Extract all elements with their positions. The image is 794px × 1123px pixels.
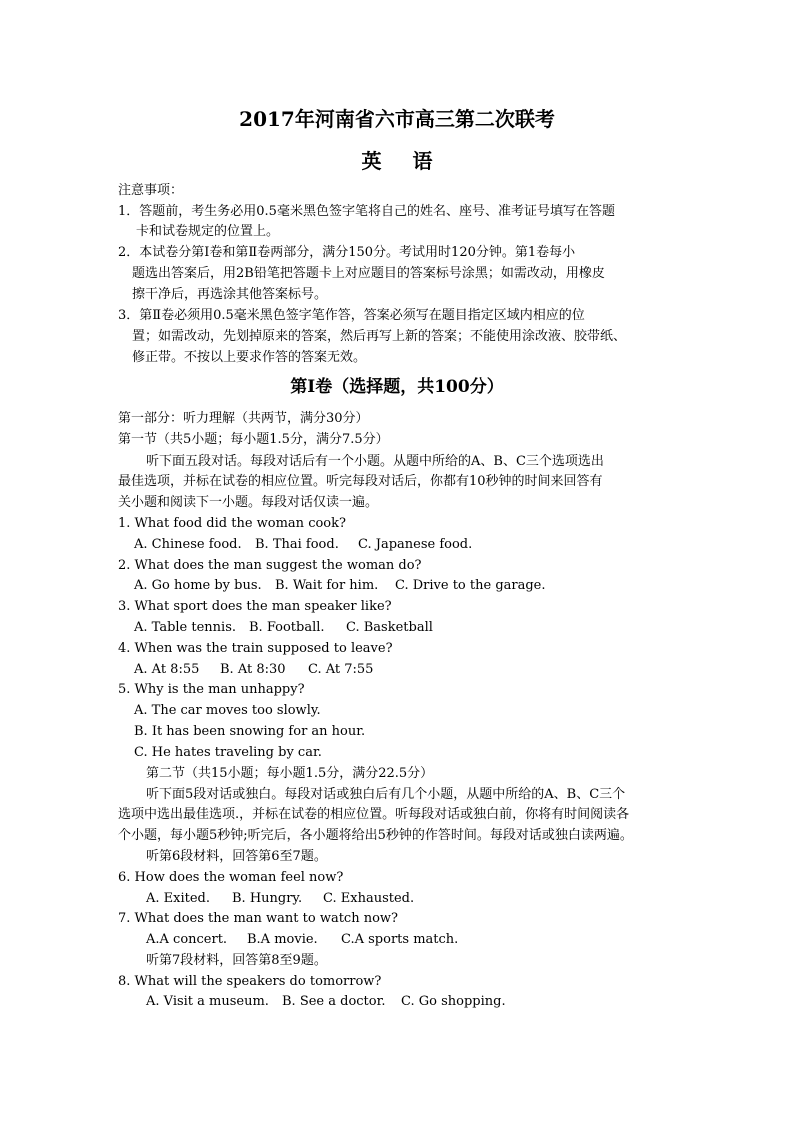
option-a: A. Visit a museum. <box>146 994 269 1009</box>
notes-line: 1．答题前，考生务必用0.5毫米黑色签字笔将自己的姓名、座号、准考证号填写在答题 <box>118 204 615 219</box>
question-6: 6. How does the woman feel now? <box>118 870 344 885</box>
option-a: A. Table tennis. <box>134 620 236 635</box>
exam-subject: 英 语 <box>361 149 445 173</box>
option-c: C. Drive to the garage. <box>395 578 546 593</box>
question-8: 8. What will the speakers do tomorrow? <box>118 974 382 989</box>
option-b: B. See a doctor. <box>282 994 386 1009</box>
question-1: 1. What food did the woman cook? <box>118 516 346 531</box>
option-c: C.A sports match. <box>341 932 459 947</box>
option-a: A.A concert. <box>146 932 228 947</box>
part-heading: 第一部分：听力理解（共两节，满分30分） <box>118 411 369 426</box>
instruction-line: 听下面5段对话或独白。每段对话或独白后有几个小题，从题中所给的A、B、C三个 <box>146 787 626 802</box>
option-b: B. Hungry. <box>232 891 303 906</box>
option-a: A. At 8:55 <box>134 662 200 677</box>
question-2: 2. What does the man suggest the woman do? <box>118 558 422 573</box>
option-c: C. Basketball <box>346 620 433 635</box>
subsection-heading: 第一节（共5小题；每小题1.5分，满分7.5分） <box>118 432 389 447</box>
material-note: 听第7段材料，回答第8至9题。 <box>146 953 327 968</box>
option-b: B. Football. <box>249 620 325 635</box>
option-b: B. Thai food. <box>255 537 339 552</box>
instruction-line: 选项中选出最佳选项.，并标在试卷的相应位置。听每段对话或独白前，你将有时间阅读各 <box>118 807 630 822</box>
option-a: A. The car moves too slowly. <box>134 703 321 718</box>
option-b: B. It has been snowing for an hour. <box>134 724 366 739</box>
option-c: C. Exhausted. <box>323 891 415 906</box>
notes-line: 题选出答案后，用2B铅笔把答题卡上对应题目的答案标号涂黑；如需改动，用橡皮 <box>132 266 605 281</box>
option-c: C. Go shopping. <box>401 994 506 1009</box>
instruction-line: 听下面五段对话。每段对话后有一个小题。从题中所给的A、B、C三个选项选出 <box>146 454 604 469</box>
option-c: C. At 7:55 <box>308 662 374 677</box>
notes-line: 擦干净后，再选涂其他答案标号。 <box>132 287 328 302</box>
instruction-line: 最佳选项，并标在试卷的相应位置。听完每段对话后，你都有10秒钟的时间来回答有 <box>118 474 603 489</box>
notes-line: 2．本试卷分第Ⅰ卷和第Ⅱ卷两部分，满分150分。考试用时120分钟。第1卷每小 <box>118 245 576 260</box>
question-5: 5. Why is the man unhappy? <box>118 682 305 697</box>
instruction-line: 个小题，每小题5秒钟;听完后，各小题将给出5秒钟的作答时间。每段对话或独白读两遍。 <box>118 828 633 843</box>
notes-line: 置；如需改动，先划掉原来的答案，然后再写上新的答案；不能使用涂改液、胶带纸、 <box>132 329 627 344</box>
notes-line: 修正带。不按以上要求作答的答案无效。 <box>132 350 367 365</box>
section-title: 第Ⅰ卷（选择题，共100分） <box>290 377 504 397</box>
question-3: 3. What sport does the man speaker like? <box>118 599 392 614</box>
notes-heading: 注意事项： <box>118 183 184 198</box>
option-a: A. Chinese food. <box>134 537 242 552</box>
option-b: B. Wait for him. <box>275 578 379 593</box>
option-a: A. Go home by bus. <box>134 578 262 593</box>
option-c: C. Japanese food. <box>358 537 473 552</box>
option-a: A. Exited. <box>146 891 211 906</box>
subsection-heading: 第二节（共15小题；每小题1.5分，满分22.5分） <box>146 766 434 781</box>
exam-title: 2017年河南省六市高三第二次联考 <box>239 107 555 131</box>
option-b: B.A movie. <box>247 932 318 947</box>
instruction-line: 关小题和阅读下一小题。每段对话仅读一遍。 <box>118 495 379 510</box>
option-b: B. At 8:30 <box>220 662 286 677</box>
option-c: C. He hates traveling by car. <box>134 745 322 760</box>
notes-line: 卡和试卷规定的位置上。 <box>136 224 280 239</box>
question-7: 7. What does the man want to watch now? <box>118 911 399 926</box>
material-note: 听第6段材料，回答第6至7题。 <box>146 849 327 864</box>
notes-line: 3．第Ⅱ卷必须用0.5毫米黑色签字笔作答，答案必须写在题目指定区域内相应的位 <box>118 308 585 323</box>
question-4: 4. When was the train supposed to leave? <box>118 641 393 656</box>
